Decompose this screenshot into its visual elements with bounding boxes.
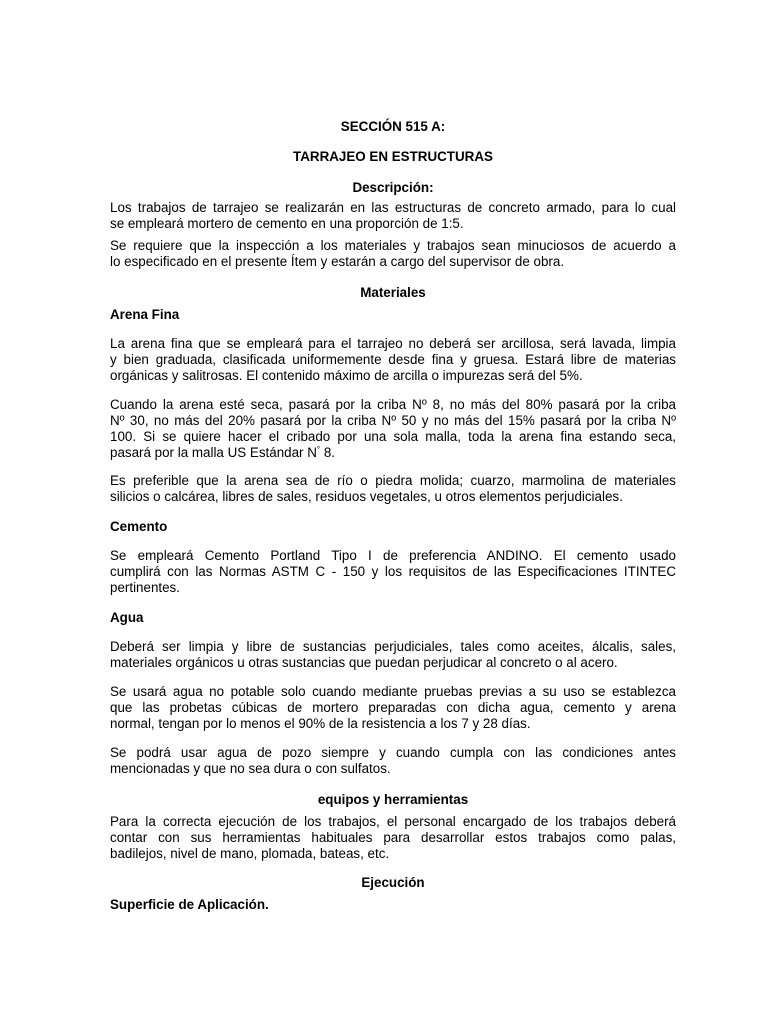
text-line: Se podrá usar agua de pozo siempre y cuando cumpla con las condiciones antes (110, 745, 676, 760)
text-line: silicios o calcárea, libres de sales, residuos vegetales, u otros elementos perjudiciales. (110, 489, 623, 504)
text-line: normal, tengan por lo menos el 90% de la resistencia a los 7 y 28 días. (110, 716, 531, 731)
materiales-heading: Materiales (360, 285, 426, 300)
agua-heading: Agua (110, 610, 144, 625)
text-line: y bien graduada, clasificada uniformemente desde fina y gruesa. Estará libre de materias (110, 352, 676, 367)
text-line: Nº 30, no más del 20% pasará por la criba Nº 50 y no más del 15% pasará por la criba Nº (110, 413, 676, 428)
agua-paragraph-2 (110, 684, 676, 732)
text-line: 100. Si se quiere hacer el cribado por una sola malla, toda la arena fina estando seca, (110, 429, 676, 444)
degree-superscript: ° (316, 445, 321, 454)
text-line: Los trabajos de tarrajeo se realizarán en las estructuras de concreto armado, para lo cual (110, 200, 676, 215)
agua-paragraph-1 (110, 639, 676, 671)
descripcion-paragraph-1 (110, 200, 676, 232)
text-line: Deberá ser limpia y libre de sustancias perjudiciales, tales como aceites, álcalis, sales, (110, 639, 676, 654)
text-line: Se requiere que la inspección a los materiales y trabajos sean minuciosos de acuerdo a (110, 238, 676, 253)
text-line: pertinentes. (110, 580, 180, 595)
text-fragment: pasará por la malla US Estándar N (110, 445, 317, 460)
text-line: orgánicas y salitrosas. El contenido máximo de arcilla o impurezas será del 5%. (110, 368, 583, 383)
agua-paragraph-3 (110, 745, 676, 777)
arena-paragraph-1 (110, 336, 676, 384)
text-line: La arena fina que se empleará para el tarrajeo no deberá ser arcillosa, será lavada, limpia (110, 336, 676, 351)
text-line: lo especificado en el presente Ítem y estarán a cargo del supervisor de obra. (110, 254, 565, 269)
text-line: Se empleará Cemento Portland Tipo I de preferencia ANDINO. El cemento usado (110, 548, 676, 563)
superficie-heading: Superficie de Aplicación. (110, 897, 269, 912)
equipos-heading: equipos y herramientas (317, 792, 469, 807)
text-line (110, 445, 676, 461)
arena-fina-heading: Arena Fina (110, 307, 180, 322)
text-line: materiales orgánicos u otras sustancias que puedan perjudicar al concreto o al acero. (110, 655, 618, 670)
text-line: mencionadas y que no sea dura o con sulfatos. (110, 761, 391, 776)
text-line: cumplirá con las Normas ASTM C - 150 y los requisitos de las Especificaciones ITINTEC (110, 564, 676, 579)
text-line: contar con sus herramientas habituales para desarrollar estos trabajos como palas, (110, 830, 676, 845)
text-line: badilejos, nivel de mano, plomada, bateas, etc. (110, 846, 390, 861)
text-line: se empleará mortero de cemento en una proporción de 1:5. (110, 216, 464, 231)
equipos-paragraph (110, 814, 676, 862)
text-line: que las probetas cúbicas de mortero preparadas con dicha agua, cemento y arena (110, 700, 676, 715)
document-subtitle: TARRAJEO EN ESTRUCTURAS (293, 149, 493, 164)
text-fragment: 8. (320, 445, 336, 460)
cemento-heading: Cemento (110, 519, 168, 534)
text-line: Cuando la arena esté seca, pasará por la criba Nº 8, no más del 80% pasará por la criba (110, 397, 676, 412)
text-line: Para la correcta ejecución de los trabajos, el personal encargado de los trabajos deberá (110, 814, 676, 829)
ejecucion-heading: Ejecución (361, 875, 425, 890)
text-line: Se usará agua no potable solo cuando mediante pruebas previas a su uso se establezca (110, 684, 676, 699)
arena-paragraph-3 (110, 473, 676, 505)
descripcion-heading: Descripción: (352, 180, 434, 195)
cemento-paragraph (110, 548, 676, 596)
section-title: SECCIÓN 515 A: (340, 119, 446, 134)
text-line: Es preferible que la arena sea de río o piedra molida; cuarzo, marmolina de materiales (110, 473, 676, 488)
arena-paragraph-2 (110, 397, 676, 461)
descripcion-paragraph-2 (110, 238, 676, 270)
